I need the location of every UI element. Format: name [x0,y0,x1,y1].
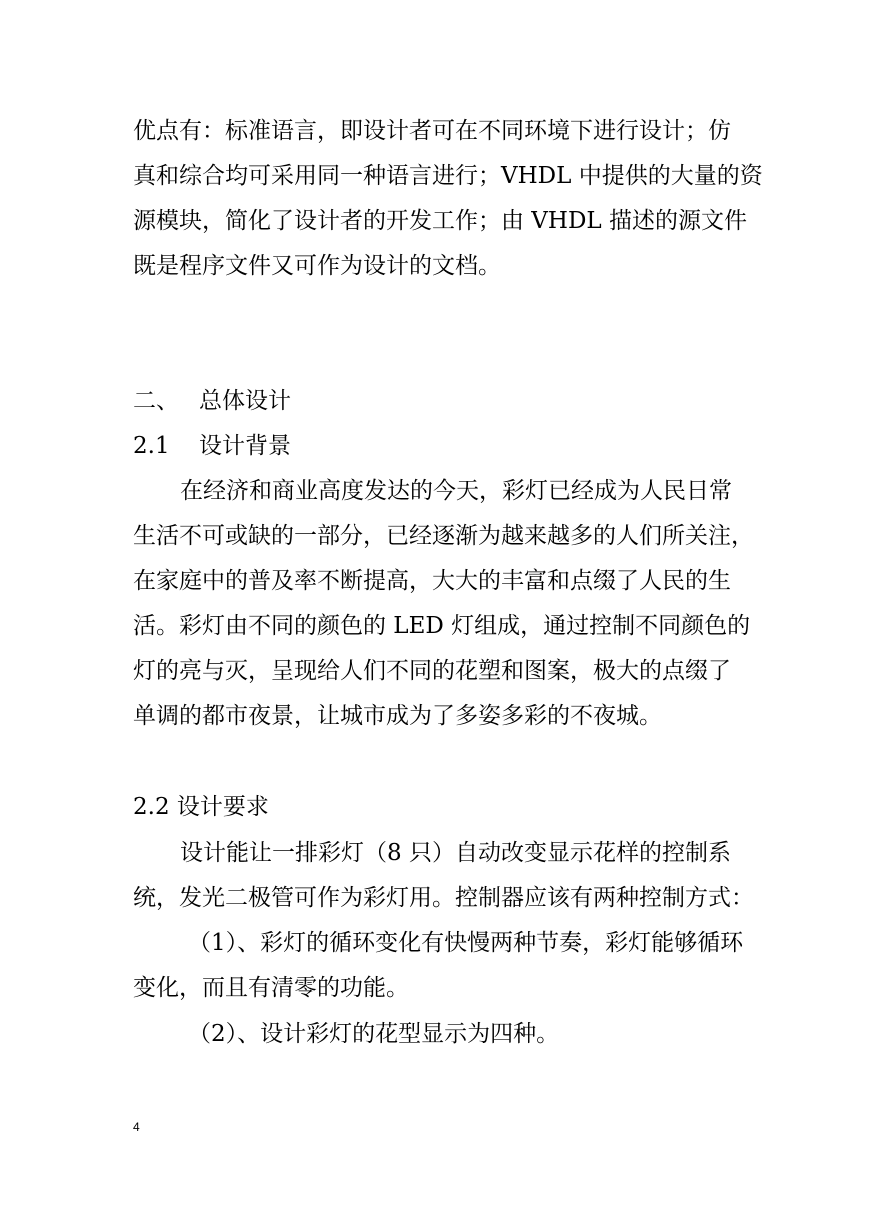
section-2-heading [133,386,291,416]
intro-line-4: 既是程序文件又可作为设计的文档。 [133,253,501,279]
section-2-1-title: 设计背景 [199,433,291,459]
background-line-1: 在经济和商业高度发达的今天，彩灯已经成为人民日常 [180,478,732,504]
intro-line-2: 真和综合均可采用同一种语言进行；VHDL 中提供的大量的资 [133,163,763,189]
section-2-1-number: 2.1 [133,433,170,459]
intro-line-3: 源模块，简化了设计者的开发工作；由 VHDL 描述的源文件 [133,208,748,234]
section-2-number: 二、 [133,388,179,414]
background-line-5: 灯的亮与灭，呈现给人们不同的花塑和图案，极大的点缀了 [133,658,731,684]
background-line-4: 活。彩灯由不同的颜色的 LED 灯组成，通过控制不同颜色的 [133,613,751,639]
page-number: 4 [133,1120,140,1134]
requirement-item-1-line-2: 变化，而且有清零的功能。 [133,975,409,1001]
section-2-title: 总体设计 [199,388,291,414]
section-2-1-heading [133,431,291,461]
requirements-line-2: 统，发光二极管可作为彩灯用。控制器应该有两种控制方式： [133,885,754,911]
background-line-6: 单调的都市夜景，让城市成为了多姿多彩的不夜城。 [133,703,662,729]
background-line-3: 在家庭中的普及率不断提高，大大的丰富和点缀了人民的生 [133,568,731,594]
intro-line-1: 优点有：标准语言，即设计者可在不同环境下进行设计；仿 [133,118,731,144]
section-2-2-heading: 2.2 设计要求 [133,794,269,820]
requirements-line-1: 设计能让一排彩灯（8 只）自动改变显示花样的控制系 [180,840,731,866]
requirement-item-1-line-1: （1）、彩灯的循环变化有快慢两种节奏，彩灯能够循环 [188,930,744,956]
requirement-item-2: （2）、设计彩灯的花型显示为四种。 [188,1021,560,1047]
background-line-2: 生活不可或缺的一部分，已经逐渐为越来越多的人们所关注， [133,523,754,549]
